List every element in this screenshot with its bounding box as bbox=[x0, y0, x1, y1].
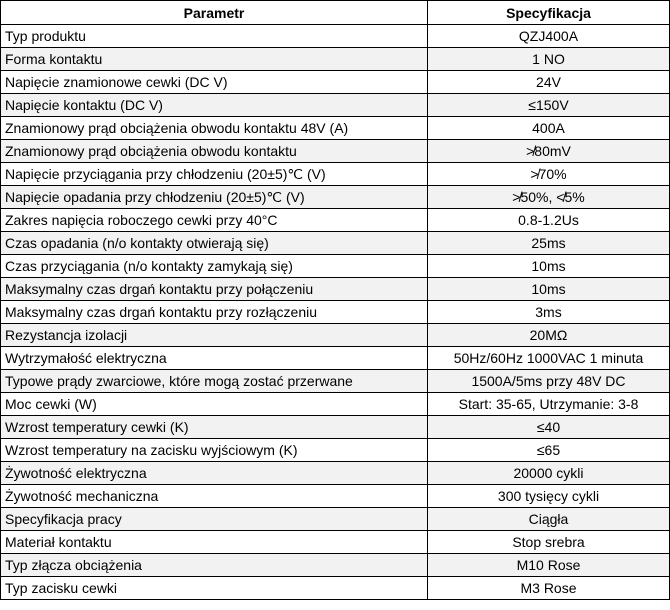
param-cell: Moc cewki (W) bbox=[1, 393, 428, 416]
table-row bbox=[1, 232, 670, 255]
param-cell: Znamionowy prąd obciążenia obwodu kontaktu bbox=[1, 140, 428, 163]
param-cell: Specyfikacja pracy bbox=[1, 508, 428, 531]
spec-cell: Start: 35-65, Utrzymanie: 3-8 bbox=[428, 393, 670, 416]
table-row bbox=[1, 94, 670, 117]
table-row bbox=[1, 577, 670, 600]
spec-cell: ≤40 bbox=[428, 416, 670, 439]
table-row bbox=[1, 186, 670, 209]
param-cell: Napięcie znamionowe cewki (DC V) bbox=[1, 71, 428, 94]
spec-cell: 1 NO bbox=[428, 48, 670, 71]
param-cell: Znamionowy prąd obciążenia obwodu kontaktu 48V (A) bbox=[1, 117, 428, 140]
param-cell: Zakres napięcia roboczego cewki przy 40°C bbox=[1, 209, 428, 232]
spec-cell: M10 Rose bbox=[428, 554, 670, 577]
param-cell: Napięcie kontaktu (DC V) bbox=[1, 94, 428, 117]
table-row bbox=[1, 508, 670, 531]
spec-cell: 20MΩ bbox=[428, 324, 670, 347]
spec-cell: 20000 cykli bbox=[428, 462, 670, 485]
param-cell: Typ złącza obciążenia bbox=[1, 554, 428, 577]
param-cell: Wytrzymałość elektryczna bbox=[1, 347, 428, 370]
table-row bbox=[1, 554, 670, 577]
header-specyfikacja: Specyfikacja bbox=[428, 1, 670, 25]
spec-cell: ≯70% bbox=[428, 163, 670, 186]
spec-cell: 24V bbox=[428, 71, 670, 94]
spec-cell: M3 Rose bbox=[428, 577, 670, 600]
table-row bbox=[1, 416, 670, 439]
table-row bbox=[1, 48, 670, 71]
param-cell: Typ produktu bbox=[1, 25, 428, 48]
param-cell: Typowe prądy zwarciowe, które mogą zostać przerwane bbox=[1, 370, 428, 393]
param-cell: Czas opadania (n/o kontakty otwierają się) bbox=[1, 232, 428, 255]
table-row bbox=[1, 278, 670, 301]
header-parametr: Parametr bbox=[1, 1, 428, 25]
spec-cell: 300 tysięcy cykli bbox=[428, 485, 670, 508]
spec-cell: 3ms bbox=[428, 301, 670, 324]
table-row bbox=[1, 209, 670, 232]
spec-cell: ≤150V bbox=[428, 94, 670, 117]
table-row bbox=[1, 117, 670, 140]
table-row bbox=[1, 255, 670, 278]
spec-cell: 10ms bbox=[428, 278, 670, 301]
spec-cell: Stop srebra bbox=[428, 531, 670, 554]
param-cell: Żywotność elektryczna bbox=[1, 462, 428, 485]
table-body bbox=[1, 25, 670, 600]
param-cell: Typ zacisku cewki bbox=[1, 577, 428, 600]
param-cell: Maksymalny czas drgań kontaktu przy rozłączeniu bbox=[1, 301, 428, 324]
table-row bbox=[1, 370, 670, 393]
table-row bbox=[1, 347, 670, 370]
param-cell: Materiał kontaktu bbox=[1, 531, 428, 554]
spec-cell: Ciągła bbox=[428, 508, 670, 531]
spec-cell: ≯80mV bbox=[428, 140, 670, 163]
table-header-row bbox=[1, 1, 670, 25]
table-row bbox=[1, 324, 670, 347]
table-row bbox=[1, 439, 670, 462]
table-row bbox=[1, 485, 670, 508]
table-row bbox=[1, 25, 670, 48]
table-row bbox=[1, 140, 670, 163]
param-cell: Napięcie opadania przy chłodzeniu (20±5)℃ (V) bbox=[1, 186, 428, 209]
table-row bbox=[1, 71, 670, 94]
param-cell: Żywotność mechaniczna bbox=[1, 485, 428, 508]
spec-cell: 0.8-1.2Us bbox=[428, 209, 670, 232]
table-row bbox=[1, 163, 670, 186]
table-row bbox=[1, 462, 670, 485]
spec-cell: 1500A/5ms przy 48V DC bbox=[428, 370, 670, 393]
spec-cell: ≤65 bbox=[428, 439, 670, 462]
param-cell: Czas przyciągania (n/o kontakty zamykają się) bbox=[1, 255, 428, 278]
table-row bbox=[1, 393, 670, 416]
param-cell: Napięcie przyciągania przy chłodzeniu (20±5)℃ (V) bbox=[1, 163, 428, 186]
param-cell: Maksymalny czas drgań kontaktu przy połączeniu bbox=[1, 278, 428, 301]
spec-cell: 50Hz/60Hz 1000VAC 1 minuta bbox=[428, 347, 670, 370]
param-cell: Wzrost temperatury cewki (K) bbox=[1, 416, 428, 439]
table-row bbox=[1, 301, 670, 324]
table-row bbox=[1, 531, 670, 554]
spec-cell: ≯50%, ≮5% bbox=[428, 186, 670, 209]
spec-cell: 25ms bbox=[428, 232, 670, 255]
param-cell: Rezystancja izolacji bbox=[1, 324, 428, 347]
param-cell: Forma kontaktu bbox=[1, 48, 428, 71]
spec-cell: 400A bbox=[428, 117, 670, 140]
spec-cell: QZJ400A bbox=[428, 25, 670, 48]
spec-cell: 10ms bbox=[428, 255, 670, 278]
param-cell: Wzrost temperatury na zacisku wyjściowym (K) bbox=[1, 439, 428, 462]
